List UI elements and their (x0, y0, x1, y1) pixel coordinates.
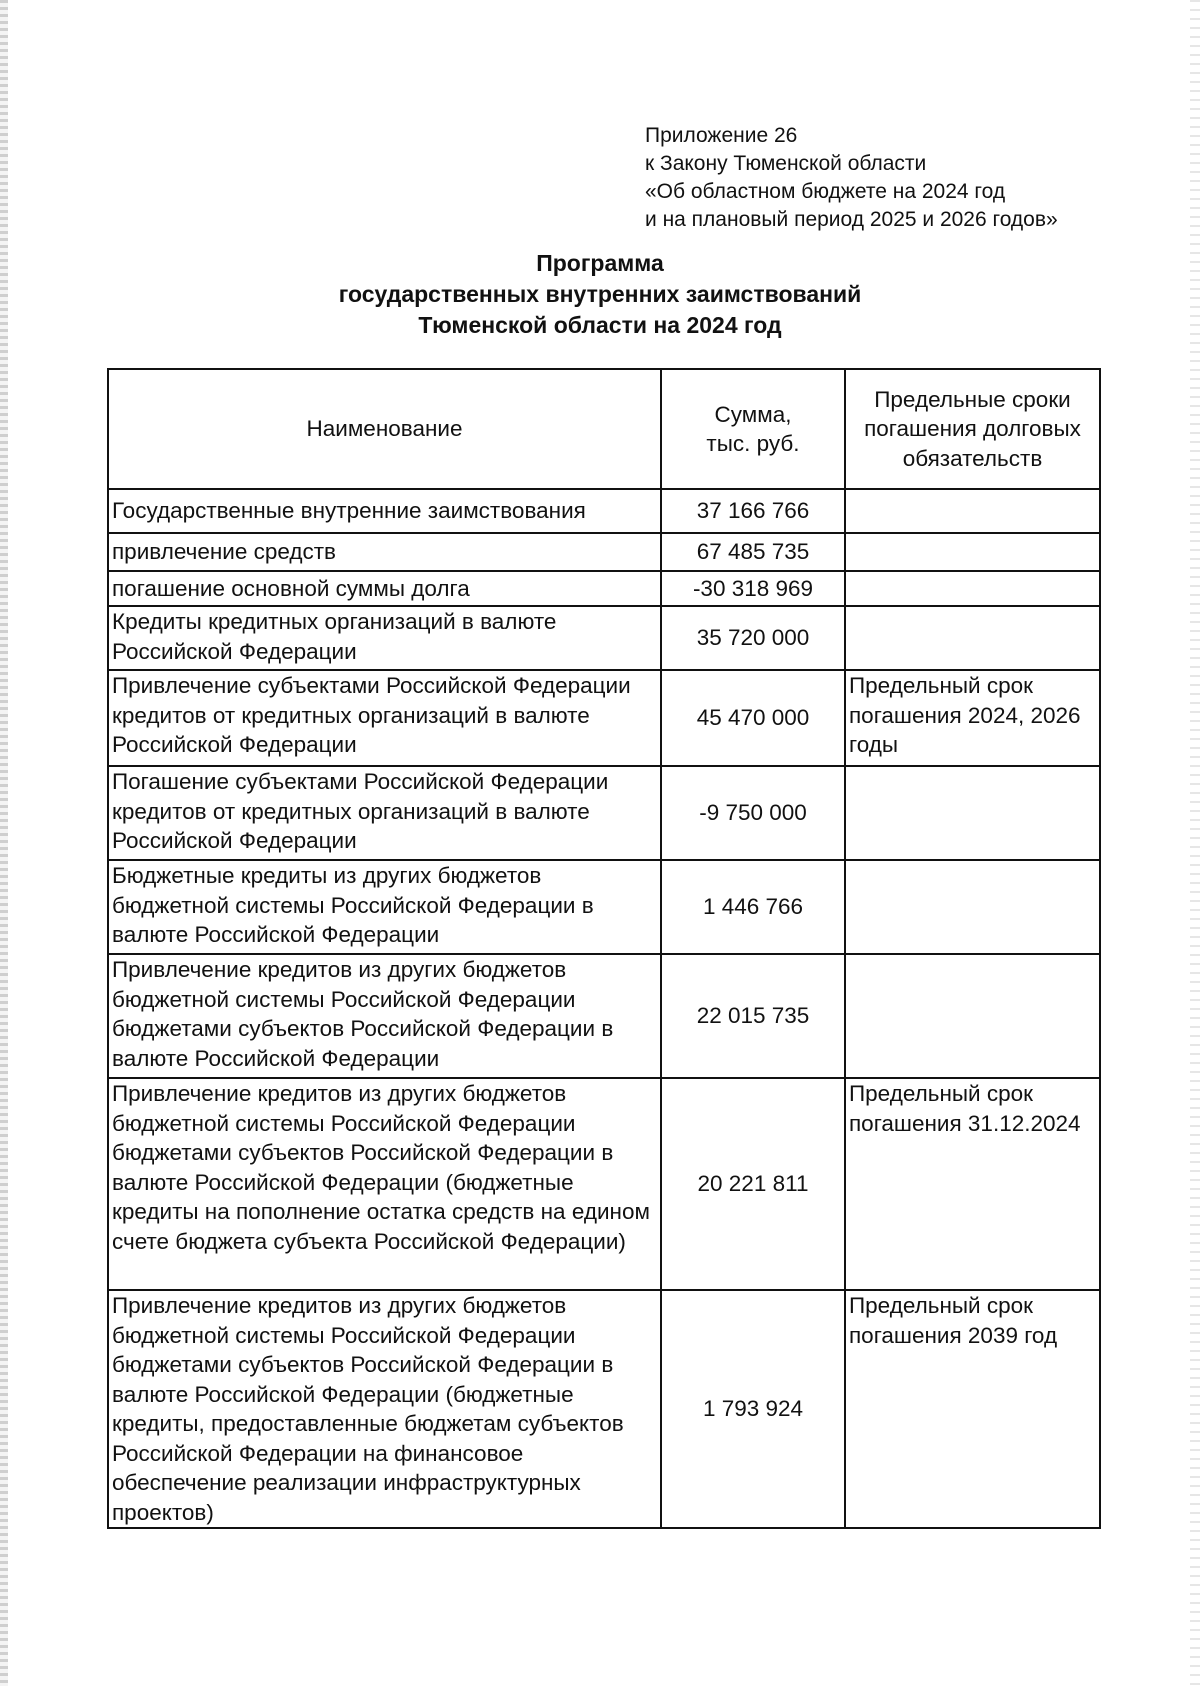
appendix-note (645, 122, 1058, 234)
row-name: Привлечение субъектами Российской Федерации кредитов от кредитных организаций в валюте Российской Федерации (108, 670, 661, 766)
row-name: Привлечение кредитов из других бюджетов бюджетной системы Российской Федерации бюджетами субъектов Российской Федерации в валюте Российской Федерации (108, 954, 661, 1078)
row-deadline (845, 860, 1100, 954)
document-title (0, 248, 1200, 341)
table-row (108, 954, 1100, 1078)
column-header-deadline: Предельные сроки погашения долговых обязательств (845, 369, 1100, 489)
table-row (108, 533, 1100, 571)
row-name: Привлечение кредитов из других бюджетов бюджетной системы Российской Федерации бюджетами субъектов Российской Федерации в валюте Российской Федерации (бюджетные кредиты на пополнение остатка средств на едином счете бюджета субъекта Российской Федерации) (108, 1078, 661, 1290)
row-deadline (845, 533, 1100, 571)
row-amount: 35 720 000 (661, 606, 845, 670)
row-amount: 45 470 000 (661, 670, 845, 766)
table-row (108, 860, 1100, 954)
row-name: Привлечение кредитов из других бюджетов бюджетной системы Российской Федерации бюджетами субъектов Российской Федерации в валюте Российской Федерации (бюджетные кредиты, предоставленные бюджетам субъектов Российской Федерации на финансовое обеспечение реализации инфраструктурных проектов) (108, 1290, 661, 1528)
row-deadline (845, 606, 1100, 670)
appendix-line: и на плановый период 2025 и 2026 годов» (645, 208, 1058, 231)
table-row (108, 571, 1100, 606)
column-header-name: Наименование (108, 369, 661, 489)
row-amount: 1 446 766 (661, 860, 845, 954)
row-amount: 37 166 766 (661, 489, 845, 533)
appendix-line: к Закону Тюменской области (645, 152, 927, 175)
row-deadline: Предельный срок погашения 2039 год (845, 1290, 1100, 1528)
row-deadline (845, 489, 1100, 533)
row-deadline (845, 571, 1100, 606)
row-deadline (845, 954, 1100, 1078)
row-deadline (845, 766, 1100, 860)
title-line: государственных внутренних заимствований (338, 281, 862, 307)
row-name: погашение основной суммы долга (108, 571, 661, 606)
title-line: Программа (536, 250, 664, 276)
row-name: Бюджетные кредиты из других бюджетов бюджетной системы Российской Федерации в валюте Российской Федерации (108, 860, 661, 954)
table-header-row (108, 369, 1100, 489)
row-amount: -30 318 969 (661, 571, 845, 606)
row-amount: -9 750 000 (661, 766, 845, 860)
row-amount: 67 485 735 (661, 533, 845, 571)
appendix-line: «Об областном бюджете на 2024 год (645, 180, 1006, 203)
row-name: привлечение средств (108, 533, 661, 571)
row-name: Кредиты кредитных организаций в валюте Российской Федерации (108, 606, 661, 670)
row-amount: 22 015 735 (661, 954, 845, 1078)
table-row (108, 766, 1100, 860)
table-row (108, 1078, 1100, 1290)
row-deadline: Предельный срок погашения 31.12.2024 (845, 1078, 1100, 1290)
row-deadline: Предельный срок погашения 2024, 2026 годы (845, 670, 1100, 766)
title-line: Тюменской области на 2024 год (418, 312, 782, 338)
row-amount: 20 221 811 (661, 1078, 845, 1290)
table-row (108, 1290, 1100, 1528)
borrowing-program-table (107, 368, 1101, 1529)
table-row (108, 670, 1100, 766)
row-name: Государственные внутренние заимствования (108, 489, 661, 533)
appendix-line: Приложение 26 (645, 124, 798, 147)
table-row (108, 489, 1100, 533)
row-amount: 1 793 924 (661, 1290, 845, 1528)
column-header-amount: Сумма, тыс. руб. (661, 369, 845, 489)
row-name: Погашение субъектами Российской Федерации кредитов от кредитных организаций в валюте Российской Федерации (108, 766, 661, 860)
table-row (108, 606, 1100, 670)
